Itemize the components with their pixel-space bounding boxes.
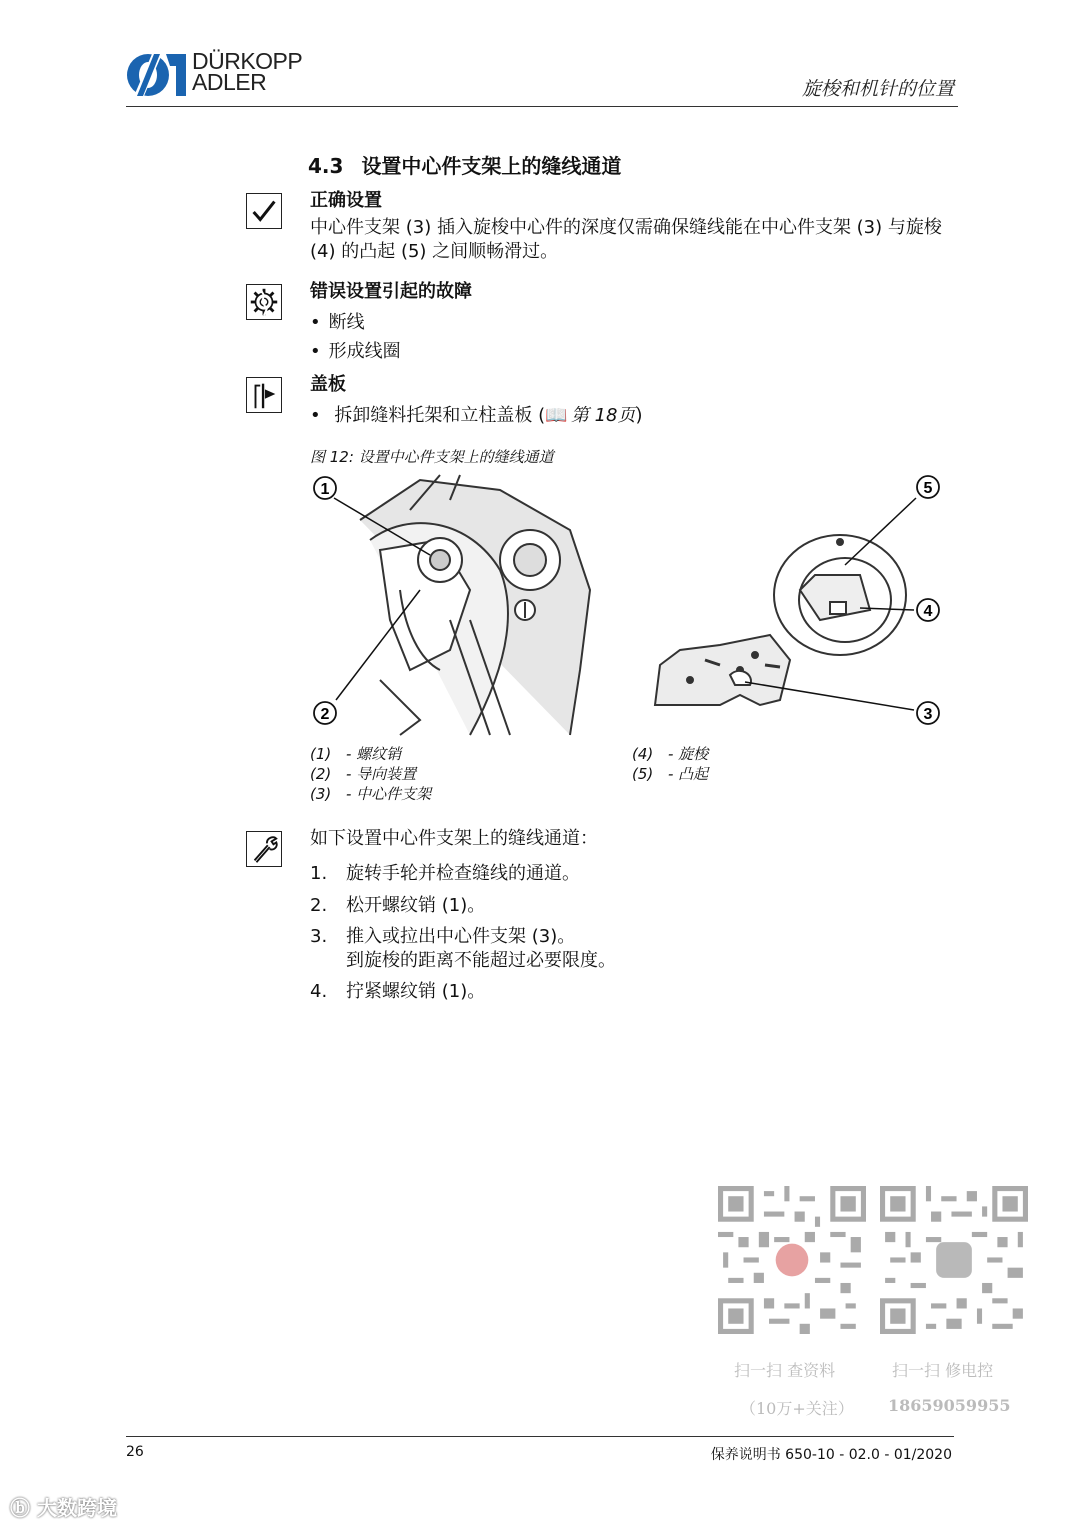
correct-setting-text: 中心件支架 (3) 插入旋梭中心件的深度仅需确保缝线能在中心件支架 (3) 与旋梭 (4) 的凸起 (5) 之间顺畅滑过。 [310, 217, 942, 262]
qr-code-icon [880, 1186, 1028, 1334]
step-subtext: 到旋梭的距离不能超过必要限度。 [346, 950, 616, 971]
wrench-icon [246, 831, 282, 867]
cover-item [310, 401, 643, 427]
cover-item-close: ) [635, 405, 643, 426]
qr2-sublabel: 18659059955 [888, 1396, 1011, 1415]
callout-label: 4 [923, 603, 933, 620]
watermark-brand [10, 1492, 117, 1521]
brand-line1: DÜRKOPP [192, 48, 303, 74]
footer-divider [126, 1436, 954, 1437]
step-number: 3. [310, 926, 328, 947]
legend-label: - 中心件支架 [346, 785, 432, 803]
legend-item [310, 744, 431, 764]
figure-legend-right [632, 744, 708, 784]
document-id: 保养说明书 650-10 - 02.0 - 01/2020 [710, 1447, 952, 1463]
qr1-label: 扫一扫 查资料 [734, 1361, 836, 1380]
brand-logo [126, 48, 326, 100]
section-title [308, 150, 621, 179]
qr-code-icon [718, 1186, 866, 1334]
legend-key: (5) [632, 765, 654, 783]
cover-item-text: 拆卸缝料托架和立柱盖板 ( [334, 405, 546, 426]
fault-item: • 断线 [310, 308, 365, 334]
legend-label: - 导向装置 [346, 765, 417, 783]
callout-4 [917, 599, 939, 621]
header-divider [126, 106, 958, 107]
step-text: 松开螺纹销 (1)。 [346, 895, 486, 916]
procedure-step [310, 894, 485, 918]
legend-item [632, 744, 708, 764]
callout-label: 2 [320, 706, 330, 723]
procedure-step [310, 980, 485, 1004]
brand-line2: ADLER [192, 69, 267, 95]
callout-5 [917, 476, 939, 498]
cover-plate-icon [246, 377, 282, 413]
center-holder-drawing [655, 635, 790, 705]
chapter-title: 旋梭和机针的位置 [801, 78, 954, 100]
faults-heading: 错误设置引起的故障 [310, 281, 472, 302]
figure-illustration [300, 470, 960, 740]
callout-label: 1 [320, 481, 330, 498]
hook-drawing [774, 535, 906, 655]
page-reference-link[interactable]: 第 18页 [570, 405, 636, 426]
fault-item: • 形成线圈 [310, 337, 401, 363]
callout-label: 5 [923, 480, 933, 497]
callout-1 [314, 477, 336, 499]
step-text: 拧紧螺纹销 (1)。 [346, 981, 486, 1002]
watermark-logo-icon: ⓑ [10, 1496, 37, 1520]
section-title-text: 设置中心件支架上的缝线通道 [361, 154, 622, 178]
legend-item [310, 764, 431, 784]
procedure-step [310, 862, 580, 886]
section-number: 4.3 [308, 154, 344, 178]
procedure-intro: 如下设置中心件支架上的缝线通道： [310, 828, 598, 849]
step-number: 2. [310, 895, 328, 916]
logo-mark-icon [126, 52, 188, 98]
checkmark-icon [246, 193, 282, 229]
callout-label: 3 [923, 706, 933, 723]
step-text: 推入或拉出中心件支架 (3)。 [346, 926, 576, 947]
legend-key: (2) [310, 765, 332, 783]
legend-key: (4) [632, 745, 654, 763]
legend-item [632, 764, 708, 784]
book-icon: 📖 [545, 405, 568, 426]
gear-error-icon [246, 284, 282, 320]
step-text: 旋转手轮并检查缝线的通道。 [346, 863, 580, 884]
step-number: 4. [310, 981, 328, 1002]
correct-setting-heading: 正确设置 [310, 190, 382, 211]
callout-3 [917, 702, 939, 724]
legend-item [310, 784, 431, 804]
figure-legend-left [310, 744, 431, 804]
qr1-sublabel: （10万+关注） [740, 1399, 854, 1418]
page-number: 26 [126, 1444, 144, 1460]
procedure-step [310, 925, 616, 973]
step-number: 1. [310, 863, 328, 884]
legend-key: (3) [310, 785, 332, 803]
figure-caption: 图 12: 设置中心件支架上的缝线通道 [310, 448, 554, 466]
brand-wordmark [192, 48, 303, 95]
legend-label: - 螺纹销 [346, 745, 402, 763]
qr2-label: 扫一扫 修电控 [892, 1361, 994, 1380]
legend-key: (1) [310, 745, 332, 763]
cover-heading: 盖板 [310, 374, 346, 395]
watermark-brand-text: 大数跨境 [36, 1496, 117, 1520]
hook-mechanism-drawing [360, 475, 590, 735]
legend-label: - 凸起 [668, 765, 709, 783]
legend-label: - 旋梭 [668, 745, 709, 763]
callout-2 [314, 702, 336, 724]
